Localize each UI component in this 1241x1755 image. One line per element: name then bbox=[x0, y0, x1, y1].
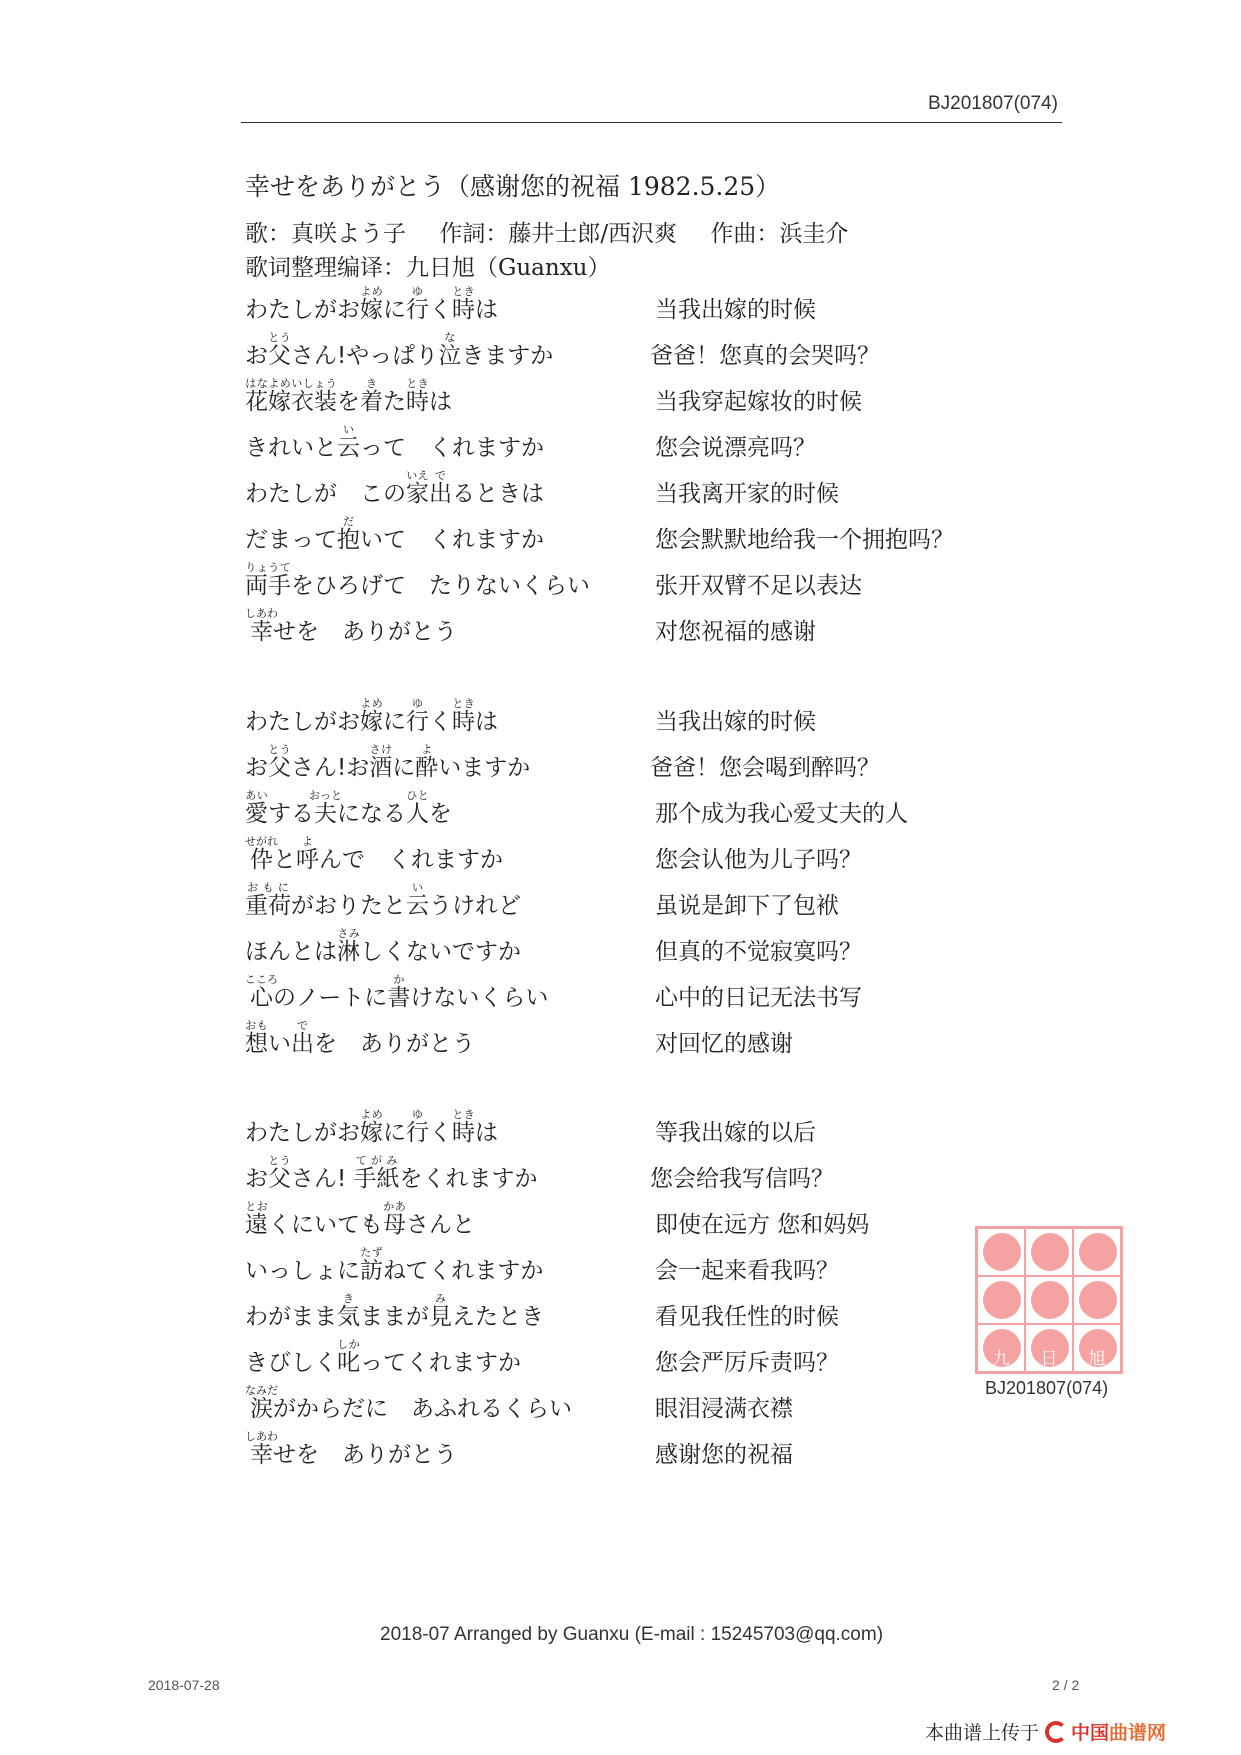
chinese-translation-line: 张开双臂不足以表达 bbox=[655, 573, 862, 599]
japanese-lyric-line bbox=[245, 1017, 640, 1063]
verse-3-japanese bbox=[245, 1106, 640, 1474]
japanese-lyric-line bbox=[245, 1382, 640, 1428]
japanese-lyric-line bbox=[245, 787, 640, 833]
document-code-top: BJ201807(074) bbox=[928, 93, 1058, 114]
arranger-footer: 2018-07 Arranged by Guanxu (E-mail : 15245703@qq.com) bbox=[380, 1624, 884, 1645]
verse-1-chinese bbox=[650, 283, 985, 651]
lyric-text: わたしがお bbox=[245, 297, 360, 323]
ruby-word: 母かあ bbox=[383, 1200, 406, 1238]
lyricist-credit: 作詞：藤井士郎/西沢爽 bbox=[439, 221, 678, 247]
japanese-lyric-line bbox=[245, 329, 640, 375]
ruby-word: 行ゆ bbox=[406, 1108, 429, 1146]
seal-cell bbox=[1073, 1228, 1121, 1276]
seal-cell bbox=[977, 1276, 1025, 1324]
japanese-lyric-line bbox=[245, 1290, 640, 1336]
verse-2-chinese bbox=[650, 695, 985, 1063]
japanese-lyric-line bbox=[245, 605, 640, 651]
chinese-translation-line: 当我离开家的时候 bbox=[655, 481, 839, 507]
ruby-word: 出で bbox=[291, 1019, 314, 1057]
seal-dot bbox=[983, 1233, 1021, 1271]
lyric-text: さん!お bbox=[291, 755, 370, 781]
lyric-text: は bbox=[429, 389, 452, 415]
furigana: なみだ bbox=[245, 1384, 278, 1397]
lyric-text: って くれますか bbox=[360, 435, 544, 461]
lyric-text: ままが bbox=[360, 1304, 429, 1330]
lyric-text: うけれど bbox=[429, 893, 521, 919]
site-brand-a: 中国 bbox=[1071, 1722, 1110, 1744]
site-brand-b: 曲谱网 bbox=[1109, 1722, 1167, 1744]
ruby-word: 花嫁衣装はなよめいしょう bbox=[245, 377, 337, 415]
ruby-word: 泣な bbox=[438, 331, 462, 369]
furigana: か bbox=[387, 973, 411, 986]
lyric-text: に bbox=[383, 1120, 406, 1146]
japanese-lyric-line bbox=[245, 1428, 640, 1474]
chinese-translation-line: 感谢您的祝福 bbox=[655, 1442, 793, 1468]
furigana: かあ bbox=[383, 1200, 406, 1213]
ruby-word: 父とう bbox=[268, 331, 291, 369]
ruby-word: 嫁よめ bbox=[360, 697, 383, 735]
lyric-text: をくれますか bbox=[399, 1166, 538, 1192]
lyric-text: ほんとは bbox=[245, 939, 337, 965]
lyric-text: のノートに bbox=[273, 985, 388, 1011]
ruby-word: 幸しあわ bbox=[245, 607, 278, 645]
verse-3-chinese bbox=[650, 1106, 985, 1474]
chinese-translation-line: 您会给我写信吗？ bbox=[650, 1166, 834, 1192]
japanese-lyric-line bbox=[245, 1244, 640, 1290]
japanese-lyric-line bbox=[245, 971, 640, 1017]
furigana: よめ bbox=[360, 1108, 383, 1121]
ruby-word: 云い bbox=[337, 423, 360, 461]
furigana: い bbox=[337, 423, 360, 436]
seal-cell bbox=[1025, 1276, 1073, 1324]
chinese-translation-line: 您会说漂亮吗？ bbox=[655, 435, 816, 461]
name-seal bbox=[975, 1226, 1123, 1374]
furigana: だ bbox=[337, 515, 360, 528]
lyric-text: きびしく bbox=[245, 1350, 337, 1376]
furigana: とき bbox=[406, 377, 429, 390]
lyric-text: るときは bbox=[452, 481, 544, 507]
ruby-word: 時とき bbox=[452, 1108, 475, 1146]
seal-cell bbox=[977, 1228, 1025, 1276]
chinese-translation-line: 当我出嫁的时候 bbox=[655, 709, 816, 735]
ruby-word: 抱だ bbox=[337, 515, 360, 553]
lyric-text: お bbox=[245, 1166, 268, 1192]
chinese-translation-line: 会一起来看我吗？ bbox=[655, 1258, 839, 1284]
furigana: しか bbox=[337, 1338, 360, 1351]
ruby-word: 想おも bbox=[245, 1019, 268, 1057]
ruby-word: 呼よ bbox=[296, 835, 319, 873]
chinese-translation-line: 心中的日记无法书写 bbox=[655, 985, 862, 1011]
page-number: 2 / 2 bbox=[1052, 1677, 1080, 1693]
japanese-lyric-line bbox=[245, 421, 640, 467]
lyric-text: せを ありがとう bbox=[273, 1442, 457, 1468]
furigana: さみ bbox=[337, 927, 360, 940]
lyric-text: お bbox=[245, 343, 268, 369]
japanese-lyric-line bbox=[245, 741, 640, 787]
seal-dot bbox=[1079, 1281, 1117, 1319]
lyric-text: お bbox=[245, 755, 268, 781]
japanese-lyric-line bbox=[245, 467, 640, 513]
lyric-text: と bbox=[273, 847, 296, 873]
chinese-translation-line: 您会严厉斥责吗？ bbox=[655, 1350, 839, 1376]
lyric-text: しくないですか bbox=[360, 939, 521, 965]
ruby-word: 遠とお bbox=[245, 1200, 268, 1238]
ruby-word: 嫁よめ bbox=[360, 1108, 383, 1146]
arranger-credit: 歌词整理编译：九日旭（Guanxu） bbox=[245, 255, 611, 281]
chinese-translation-line: 等我出嫁的以后 bbox=[655, 1120, 816, 1146]
japanese-lyric-line bbox=[245, 833, 640, 879]
lyric-text: きますか bbox=[461, 343, 554, 369]
ruby-word: 訪たず bbox=[360, 1246, 383, 1284]
furigana: ゆ bbox=[406, 285, 429, 298]
lyric-text: いて くれますか bbox=[360, 527, 544, 553]
japanese-lyric-line bbox=[245, 283, 640, 329]
furigana: よ bbox=[296, 835, 319, 848]
furigana: さけ bbox=[369, 743, 393, 756]
furigana: よめ bbox=[360, 285, 383, 298]
lyric-text: は bbox=[475, 297, 498, 323]
ruby-word: 云い bbox=[406, 881, 429, 919]
furigana: しあわ bbox=[245, 1430, 278, 1443]
lyric-text: んで くれますか bbox=[319, 847, 503, 873]
furigana: とう bbox=[268, 743, 291, 756]
seal-character: 旭 bbox=[1088, 1349, 1106, 1369]
ruby-word: 手紙てがみ bbox=[353, 1154, 400, 1192]
ruby-word: 行ゆ bbox=[406, 697, 429, 735]
chinese-translation-line: 您会默默地给我一个拥抱吗？ bbox=[655, 527, 954, 553]
ruby-word: 時とき bbox=[452, 285, 475, 323]
seal-cell bbox=[1025, 1324, 1073, 1372]
ruby-word: 幸しあわ bbox=[245, 1430, 278, 1468]
seal-code: BJ201807(074) bbox=[985, 1378, 1109, 1398]
seal-cell bbox=[1073, 1324, 1121, 1372]
furigana: とう bbox=[268, 1154, 291, 1167]
lyric-text: がからだに あふれるくらい bbox=[273, 1396, 572, 1422]
ruby-word: 人ひと bbox=[406, 789, 429, 827]
japanese-lyric-line bbox=[245, 375, 640, 421]
ruby-word: 伜せがれ bbox=[245, 835, 278, 873]
japanese-lyric-line bbox=[245, 1152, 640, 1198]
lyric-text: く bbox=[429, 297, 452, 323]
chinese-translation-line: 当我出嫁的时候 bbox=[655, 297, 816, 323]
furigana: おっと bbox=[309, 789, 342, 802]
ruby-word: 行ゆ bbox=[406, 285, 429, 323]
lyric-text: わたしがお bbox=[245, 1120, 360, 1146]
lyric-text: いっしょに bbox=[245, 1258, 360, 1284]
lyric-text: がおりたと bbox=[291, 893, 406, 919]
furigana: せがれ bbox=[245, 835, 278, 848]
chinese-translation-line: 虽说是卸下了包袱 bbox=[655, 893, 839, 919]
furigana: あい bbox=[245, 789, 268, 802]
lyric-text: わたしが この bbox=[245, 481, 406, 507]
ruby-word: 愛あい bbox=[245, 789, 268, 827]
furigana: おも bbox=[245, 1019, 268, 1032]
seal-dot bbox=[1079, 1233, 1117, 1271]
lyric-text: わがまま bbox=[245, 1304, 337, 1330]
furigana: で bbox=[291, 1019, 314, 1032]
ruby-word: 見み bbox=[429, 1292, 452, 1330]
print-date: 2018-07-28 bbox=[148, 1677, 220, 1693]
lyric-text: い bbox=[268, 1031, 291, 1057]
seal-character: 九 bbox=[992, 1349, 1010, 1369]
lyric-text: を bbox=[337, 389, 360, 415]
ruby-word: 書か bbox=[387, 973, 411, 1011]
furigana: い bbox=[406, 881, 429, 894]
ruby-word: 淋さみ bbox=[337, 927, 360, 965]
lyric-text: をひろげて たりないくらい bbox=[291, 573, 590, 599]
lyric-text: く bbox=[429, 709, 452, 735]
japanese-lyric-line bbox=[245, 879, 640, 925]
lyric-text: を bbox=[429, 801, 452, 827]
furigana: はなよめいしょう bbox=[245, 377, 337, 390]
japanese-lyric-line bbox=[245, 1336, 640, 1382]
ruby-word: 両手りょうて bbox=[245, 561, 291, 599]
verse-2-japanese bbox=[245, 695, 640, 1063]
chinese-translation-line: 爸爸！您真的会哭吗？ bbox=[650, 343, 880, 369]
furigana: てがみ bbox=[353, 1154, 400, 1167]
ruby-word: 夫おっと bbox=[309, 789, 342, 827]
japanese-lyric-line bbox=[245, 695, 640, 741]
furigana: き bbox=[360, 377, 383, 390]
chinese-translation-line: 眼泪浸满衣襟 bbox=[655, 1396, 793, 1422]
lyric-text: さん!やっぱり bbox=[291, 343, 439, 369]
upload-text: 本曲谱上传于 bbox=[925, 1722, 1040, 1744]
lyric-text: いますか bbox=[438, 755, 531, 781]
furigana: ゆ bbox=[406, 1108, 429, 1121]
lyric-text: わたしがお bbox=[245, 709, 360, 735]
lyric-text: せを ありがとう bbox=[273, 619, 457, 645]
chinese-translation-line: 当我穿起嫁妆的时候 bbox=[655, 389, 862, 415]
furigana: ゆ bbox=[406, 697, 429, 710]
upload-credit bbox=[925, 1718, 1166, 1745]
furigana: いえ bbox=[406, 469, 429, 482]
furigana: ひと bbox=[406, 789, 429, 802]
furigana: とき bbox=[452, 697, 475, 710]
furigana: とき bbox=[452, 285, 475, 298]
ruby-word: 父とう bbox=[268, 1154, 291, 1192]
chinese-translation-line: 对您祝福的感谢 bbox=[655, 619, 816, 645]
chinese-translation-line: 看见我任性的时候 bbox=[655, 1304, 839, 1330]
chinese-translation-line: 对回忆的感谢 bbox=[655, 1031, 793, 1057]
ruby-word: 酒さけ bbox=[369, 743, 393, 781]
seal-cell bbox=[1025, 1228, 1073, 1276]
lyric-text: を ありがとう bbox=[314, 1031, 475, 1057]
lyric-text: さんと bbox=[406, 1212, 475, 1238]
seal-dot bbox=[1031, 1233, 1069, 1271]
seal-character: 日 bbox=[1040, 1349, 1058, 1369]
furigana: しあわ bbox=[245, 607, 278, 620]
lyric-text: さん! bbox=[291, 1166, 354, 1192]
japanese-lyric-line bbox=[245, 513, 640, 559]
lyric-text: ってくれますか bbox=[360, 1350, 521, 1376]
lyric-text: く bbox=[429, 1120, 452, 1146]
ruby-word: 心こころ bbox=[245, 973, 278, 1011]
ruby-word: 時とき bbox=[406, 377, 429, 415]
japanese-lyric-line bbox=[245, 925, 640, 971]
lyric-text: になる bbox=[337, 801, 406, 827]
header-rule bbox=[241, 122, 1062, 123]
furigana: よめ bbox=[360, 697, 383, 710]
furigana: とう bbox=[268, 331, 291, 344]
seal-dot bbox=[1031, 1281, 1069, 1319]
furigana: よ bbox=[415, 743, 439, 756]
seal-dot bbox=[983, 1281, 1021, 1319]
ruby-word: 時とき bbox=[452, 697, 475, 735]
furigana: み bbox=[429, 1292, 452, 1305]
furigana: とき bbox=[452, 1108, 475, 1121]
seal-cell bbox=[977, 1324, 1025, 1372]
song-title: 幸せをありがとう（感谢您的祝福 1982.5.25） bbox=[245, 172, 781, 201]
lyric-text: ねてくれますか bbox=[383, 1258, 544, 1284]
lyric-text: けないくらい bbox=[410, 985, 549, 1011]
lyric-text: は bbox=[475, 1120, 498, 1146]
chinese-translation-line: 那个成为我心爱丈夫的人 bbox=[655, 801, 908, 827]
furigana: な bbox=[438, 331, 462, 344]
chinese-translation-line: 爸爸！您会喝到醉吗？ bbox=[650, 755, 880, 781]
lyric-text: た bbox=[383, 389, 406, 415]
lyric-text: えたとき bbox=[452, 1304, 544, 1330]
lyric-text: だまって bbox=[245, 527, 337, 553]
ruby-word: 出で bbox=[429, 469, 452, 507]
singer-credit: 歌：真咲よう子 bbox=[245, 221, 406, 247]
furigana: で bbox=[429, 469, 452, 482]
japanese-lyric-line bbox=[245, 1106, 640, 1152]
ruby-word: 家いえ bbox=[406, 469, 429, 507]
chinese-translation-line: 但真的不觉寂寞吗？ bbox=[655, 939, 862, 965]
lyric-text: に bbox=[383, 297, 406, 323]
furigana: とお bbox=[245, 1200, 268, 1213]
chinese-translation-line: 您会认他为儿子吗？ bbox=[655, 847, 862, 873]
chinese-translation-line: 即使在远方 您和妈妈 bbox=[655, 1212, 870, 1238]
lyric-text: に bbox=[392, 755, 416, 781]
furigana: き bbox=[337, 1292, 360, 1305]
lyric-text: くにいても bbox=[268, 1212, 383, 1238]
ruby-word: 嫁よめ bbox=[360, 285, 383, 323]
ruby-word: 着き bbox=[360, 377, 383, 415]
lyric-text: きれいと bbox=[245, 435, 337, 461]
furigana: りょうて bbox=[245, 561, 291, 574]
japanese-lyric-line bbox=[245, 1198, 640, 1244]
composer-credit: 作曲：浜圭介 bbox=[710, 221, 849, 247]
song-credits bbox=[245, 217, 874, 285]
seal-cell bbox=[1073, 1276, 1121, 1324]
ruby-word: 叱しか bbox=[337, 1338, 360, 1376]
furigana: こころ bbox=[245, 973, 278, 986]
lyric-text: は bbox=[475, 709, 498, 735]
verse-1-japanese bbox=[245, 283, 640, 651]
japanese-lyric-line bbox=[245, 559, 640, 605]
ruby-word: 重荷おもに bbox=[245, 881, 291, 919]
ruby-word: 気き bbox=[337, 1292, 360, 1330]
site-logo-icon bbox=[1045, 1721, 1067, 1743]
furigana: たず bbox=[360, 1246, 383, 1259]
ruby-word: 父とう bbox=[268, 743, 291, 781]
ruby-word: 酔よ bbox=[415, 743, 439, 781]
lyric-text: する bbox=[268, 801, 314, 827]
furigana: おもに bbox=[245, 881, 291, 894]
lyric-text: に bbox=[383, 709, 406, 735]
ruby-word: 涙なみだ bbox=[245, 1384, 278, 1422]
